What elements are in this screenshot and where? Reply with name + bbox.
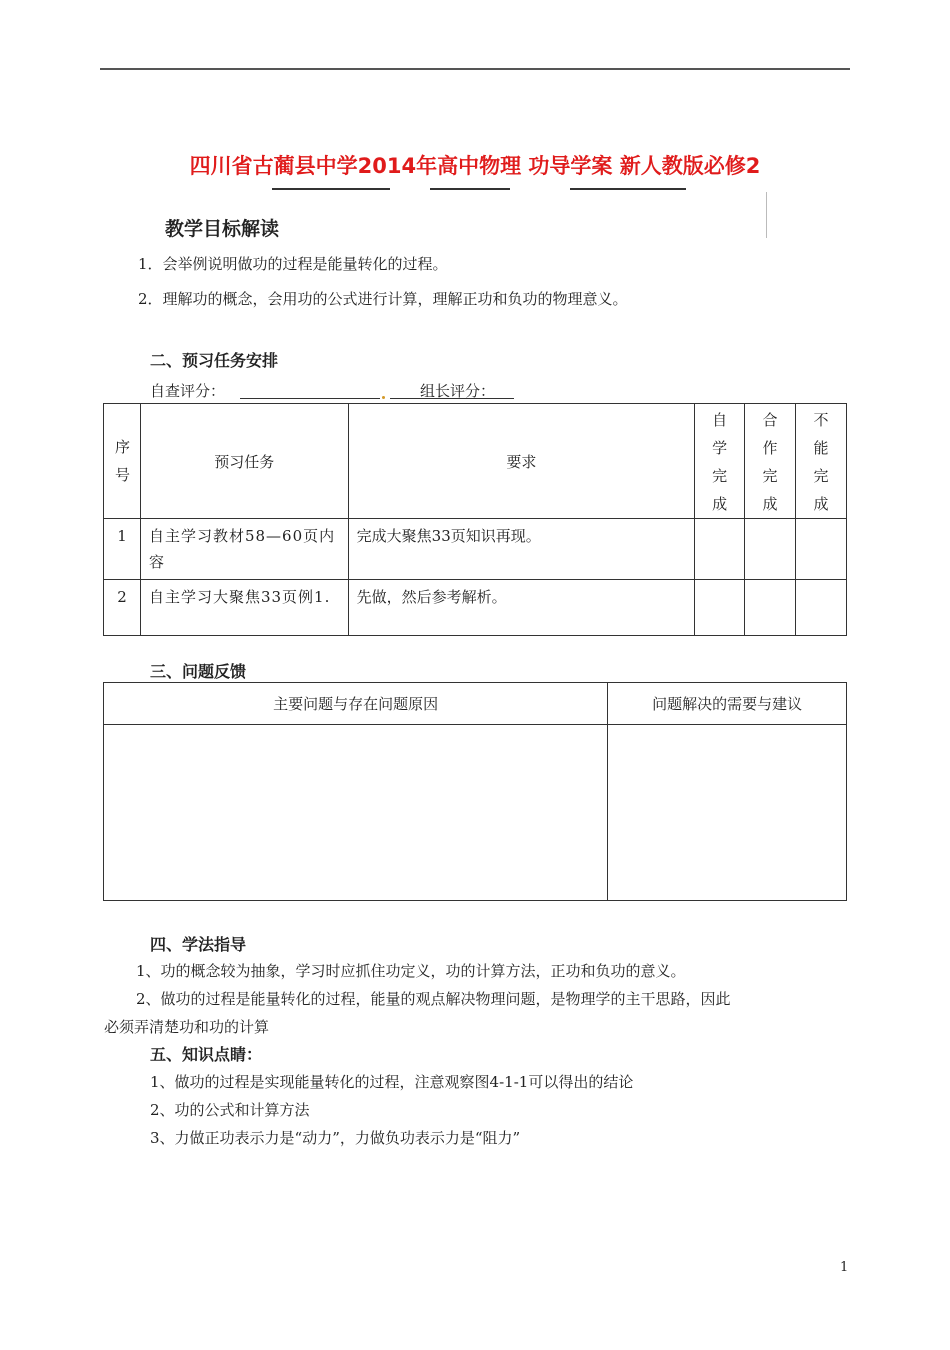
row-not-done-cell[interactable] — [796, 519, 847, 580]
header-index: 序号 — [104, 404, 141, 519]
header-coop-done: 合作完成 — [745, 404, 796, 519]
keypoints-heading: 五、知识点睛： — [150, 1045, 263, 1064]
header-not-done: 不能完成 — [796, 404, 847, 519]
leader-eval-label: 组长评分： — [420, 382, 496, 400]
leader-eval-blank[interactable] — [390, 398, 514, 399]
self-eval-blank[interactable] — [240, 398, 380, 399]
method-item: 2、做功的过程是能量转化的过程，能量的观点解决物理问题，是物理学的主干思路，因此 — [136, 990, 731, 1008]
row-coop-done-cell[interactable] — [745, 580, 796, 636]
page-title: 四川省古蔺县中学2014年高中物理 功导学案 新人教版必修2 — [189, 154, 761, 178]
row-not-done-cell[interactable] — [796, 580, 847, 636]
header-task: 预习任务 — [140, 404, 348, 519]
feedback-table — [103, 682, 847, 901]
row-self-done-cell[interactable] — [695, 519, 745, 580]
row-requirement: 先做，然后参考解析。 — [348, 580, 694, 636]
feedback-body-row — [104, 725, 847, 901]
blank-line-1 — [272, 188, 390, 190]
row-task: 自主学习教材58—60页内容 — [140, 519, 348, 580]
preview-task-table — [103, 403, 847, 636]
row-self-done-cell[interactable] — [695, 580, 745, 636]
method-item: 必须弄清楚功和功的计算 — [104, 1018, 270, 1036]
feedback-col1-header: 主要问题与存在问题原因 — [104, 683, 608, 725]
row-index: 2 — [104, 580, 141, 636]
objective-item: 2．理解功的概念，会用功的公式进行计算，理解正功和负功的物理意义。 — [138, 290, 628, 308]
self-eval-label: 自查评分： — [150, 382, 226, 400]
feedback-header-row — [104, 683, 847, 725]
row-requirement: 完成大聚焦33页知识再现。 — [348, 519, 694, 580]
feedback-suggestions-cell[interactable] — [608, 725, 847, 901]
top-rule — [100, 68, 850, 70]
feedback-problems-cell[interactable] — [104, 725, 608, 901]
margin-mark — [766, 192, 767, 238]
blank-line-2 — [430, 188, 510, 190]
header-self-done: 自学完成 — [695, 404, 745, 519]
mark-dot — [382, 396, 385, 399]
row-index: 1 — [104, 519, 141, 580]
row-task: 自主学习大聚焦33页例1. — [140, 580, 348, 636]
objectives-heading: 教学目标解读 — [165, 218, 280, 240]
preview-heading: 二、预习任务安排 — [150, 351, 279, 370]
table-row — [104, 580, 847, 636]
keypoint-item: 2、功的公式和计算方法 — [150, 1101, 310, 1119]
feedback-heading: 三、问题反馈 — [150, 662, 247, 681]
keypoint-item: 1、做功的过程是实现能量转化的过程，注意观察图4-1-1可以得出的结论 — [150, 1073, 634, 1091]
keypoint-item: 3、力做正功表示力是“动力”，力做负功表示力是“阻力” — [150, 1129, 521, 1147]
blank-line-3 — [570, 188, 686, 190]
table-header-row — [104, 404, 847, 519]
header-requirement: 要求 — [348, 404, 694, 519]
method-heading: 四、学法指导 — [150, 935, 247, 954]
method-item: 1、功的概念较为抽象，学习时应抓住功定义，功的计算方法，正功和负功的意义。 — [136, 962, 686, 980]
feedback-col2-header: 问题解决的需要与建议 — [608, 683, 847, 725]
table-row — [104, 519, 847, 580]
objective-item: 1．会举例说明做功的过程是能量转化的过程。 — [138, 255, 448, 273]
row-coop-done-cell[interactable] — [745, 519, 796, 580]
page-number: 1 — [840, 1260, 849, 1275]
